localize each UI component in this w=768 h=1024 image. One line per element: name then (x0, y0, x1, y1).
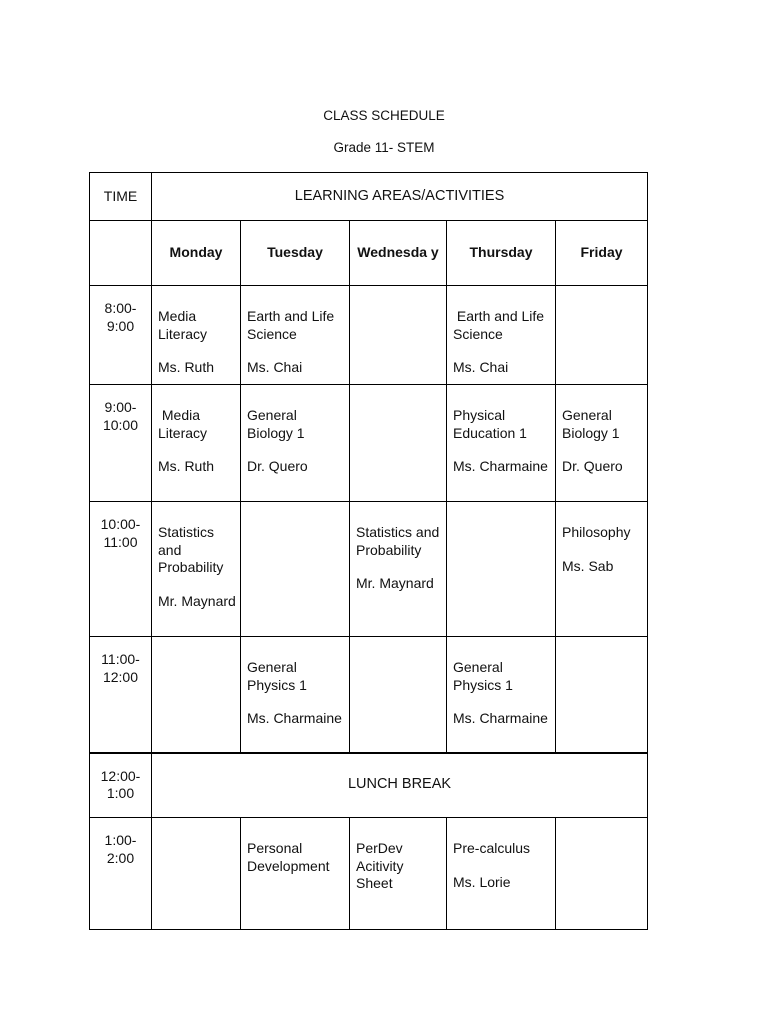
teacher-name: Dr. Quero (562, 458, 623, 474)
teacher-name: Ms. Chai (453, 359, 509, 375)
subject-name: Earth and Life Science (453, 308, 548, 342)
day-header-thursday: Thursday (447, 221, 556, 286)
subject-name: General Physics 1 (453, 659, 513, 693)
subject-name: Philosophy (562, 524, 631, 540)
class-cell-monday (152, 502, 241, 637)
teacher-name: Ms. Charmaine (453, 458, 548, 474)
time-slot (90, 753, 152, 818)
teacher-name: Mr. Maynard (356, 575, 434, 591)
document-title: CLASS SCHEDULE (323, 108, 445, 123)
subject-name: Earth and Life Science (247, 308, 339, 342)
time-slot-line: 10:00- (100, 516, 141, 532)
class-cell-monday (152, 637, 241, 753)
class-cell-tuesday (241, 818, 350, 930)
empty-header-cell (90, 221, 152, 286)
class-cell-friday (556, 637, 648, 753)
schedule-table (89, 172, 648, 930)
teacher-name: Ms. Chai (247, 359, 303, 375)
class-cell-wednesday (350, 502, 447, 637)
class-cell-monday (152, 286, 241, 385)
teacher-name: Ms. Ruth (158, 458, 215, 474)
class-cell-tuesday (241, 637, 350, 753)
class-cell-thursday (447, 286, 556, 385)
schedule-row (90, 818, 648, 930)
time-slot-line: 9:00- (104, 399, 137, 415)
time-slot (90, 502, 152, 637)
schedule-row (90, 637, 648, 753)
teacher-name: Ms. Ruth (158, 359, 215, 375)
day-header-friday: Friday (556, 221, 648, 286)
subject-name: Media Literacy (158, 308, 208, 342)
schedule-row (90, 502, 648, 637)
class-cell-friday (556, 286, 648, 385)
class-cell-wednesday (350, 637, 447, 753)
time-slot-line: 12:00 (102, 668, 139, 685)
time-slot-line: 12:00- (100, 767, 141, 784)
learning-areas-header: LEARNING AREAS/ACTIVITIES (152, 173, 648, 221)
teacher-name: Ms. Sab (562, 557, 614, 574)
time-slot-line: 2:00 (106, 849, 135, 866)
time-slot (90, 637, 152, 753)
class-cell-friday (556, 502, 648, 637)
subject-name: Physical Education 1 (453, 407, 527, 441)
time-slot (90, 385, 152, 502)
time-slot (90, 286, 152, 385)
subject-name: Pre-calculus (453, 840, 531, 856)
lunch-break-label: LUNCH BREAK (152, 753, 648, 818)
class-cell-friday (556, 385, 648, 502)
teacher-name: Ms. Charmaine (453, 710, 548, 726)
lunch-row (90, 753, 648, 818)
day-header-tuesday: Tuesday (241, 221, 350, 286)
day-header-wednesday: Wednesda y (350, 221, 447, 286)
time-slot-line: 10:00 (102, 416, 139, 433)
teacher-name: Mr. Maynard (158, 592, 236, 609)
schedule-row (90, 286, 648, 385)
document-subtitle: Grade 11- STEM (333, 140, 435, 155)
time-slot (90, 818, 152, 930)
subject-name: Statistics and Probability (158, 524, 224, 575)
teacher-name: Ms. Charmaine (247, 710, 342, 726)
subject-name: Media Literacy (158, 407, 208, 441)
time-slot-line: 8:00- (104, 300, 137, 316)
class-cell-tuesday (241, 286, 350, 385)
day-header-monday: Monday (152, 221, 241, 286)
class-cell-thursday (447, 502, 556, 637)
class-cell-tuesday (241, 385, 350, 502)
class-cell-wednesday (350, 818, 447, 930)
class-cell-wednesday (350, 385, 447, 502)
time-slot-line: 1:00- (104, 832, 137, 848)
subject-name: PerDev Acitivity Sheet (356, 840, 408, 891)
class-cell-thursday (447, 818, 556, 930)
class-cell-friday (556, 818, 648, 930)
teacher-name: Dr. Quero (247, 458, 308, 474)
time-slot-line: 11:00 (103, 533, 138, 550)
class-cell-thursday (447, 385, 556, 502)
class-cell-wednesday (350, 286, 447, 385)
subject-name: Statistics and Probability (356, 524, 444, 558)
subject-name: General Physics 1 (247, 659, 307, 693)
schedule-row (90, 385, 648, 502)
class-cell-tuesday (241, 502, 350, 637)
class-cell-thursday (447, 637, 556, 753)
subject-name: General Biology 1 (562, 407, 620, 441)
time-header: TIME (90, 173, 152, 221)
time-slot-line: 11:00- (101, 651, 140, 667)
class-cell-monday (152, 818, 241, 930)
time-slot-line: 9:00 (106, 317, 135, 334)
subject-name: Personal Development (247, 840, 330, 874)
class-cell-monday (152, 385, 241, 502)
time-slot-line: 1:00 (106, 785, 135, 801)
teacher-name: Ms. Lorie (453, 873, 511, 890)
subject-name: General Biology 1 (247, 407, 305, 441)
